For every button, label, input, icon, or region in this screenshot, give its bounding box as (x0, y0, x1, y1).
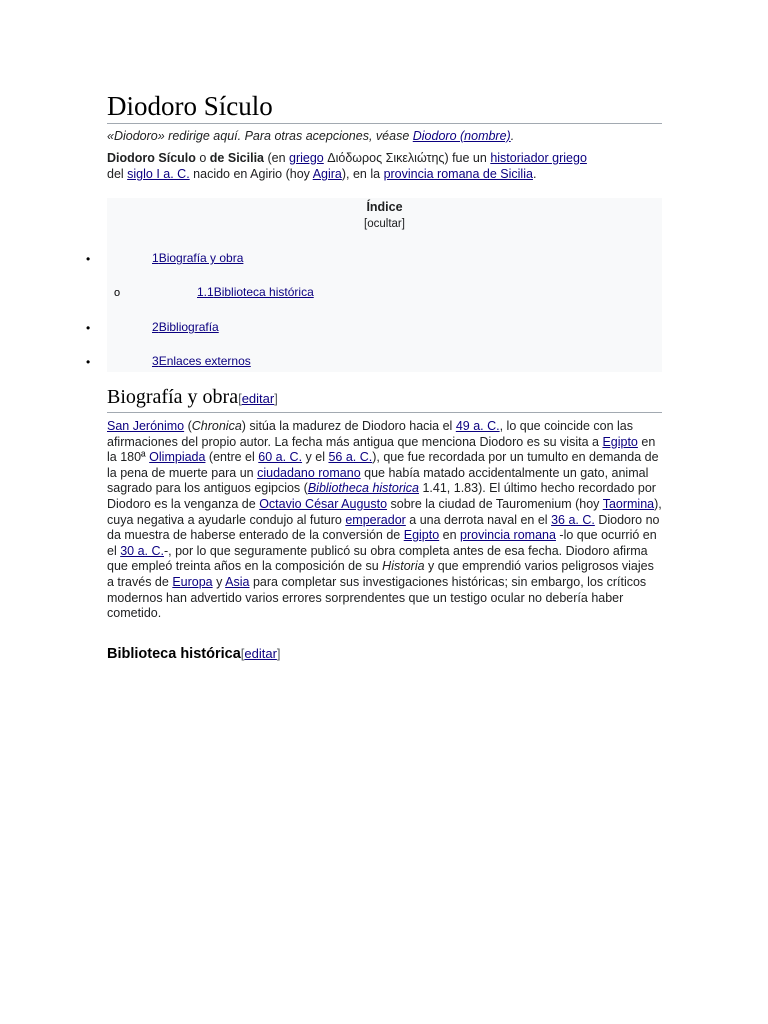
link-historiador-griego[interactable]: historiador griego (490, 151, 587, 165)
para-text: ) sitúa la madurez de Diodoro hacia el (241, 419, 456, 433)
toc-item-biblioteca[interactable] (197, 285, 314, 300)
para-text: sobre la ciudad de Tauromenium (hoy (387, 496, 603, 511)
lead-text: (en (264, 151, 290, 165)
edit-bracket: ] (276, 646, 281, 661)
para-text: y (212, 574, 226, 589)
link-egipto[interactable]: Egipto (602, 434, 638, 449)
toc-title: Índice (366, 200, 403, 214)
toc-item-label: Bibliografía (158, 320, 219, 334)
link-olimpiada[interactable]: Olimpiada (149, 450, 206, 465)
toc-item-label: Biografía y obra (158, 251, 244, 265)
section-heading-biografia (107, 384, 662, 413)
link-agira[interactable]: Agira (312, 167, 342, 181)
toc-item-label: Enlaces externos (158, 354, 251, 368)
lead-text: ), en la (341, 167, 384, 181)
hatnote (107, 128, 662, 144)
link-provincia-romana[interactable]: provincia romana (460, 528, 556, 543)
edit-link[interactable]: editar (244, 646, 277, 661)
toc-item-bibliografia[interactable] (152, 320, 219, 335)
para-text: ), cuya negativa a ayudarle condujo al futuro (107, 496, 662, 527)
lead-paragraph (107, 150, 607, 182)
toc-item-enlaces[interactable] (152, 354, 251, 369)
section-heading-biblioteca (107, 645, 281, 663)
link-san-jeronimo[interactable]: San Jerónimo (107, 419, 185, 433)
toc-item-number: 1 (152, 251, 159, 265)
para-text: ), que fue recordada por un tumulto en demanda de la pena de muerte para un (107, 450, 659, 480)
link-provincia-sicilia[interactable]: provincia romana de Sicilia (383, 167, 533, 181)
link-30-ac[interactable]: 30 a. C. (120, 543, 164, 558)
section-heading-text: Biblioteca histórica (107, 646, 241, 662)
link-emperador[interactable]: emperador (345, 512, 406, 527)
hatnote-link[interactable]: Diodoro (nombre) (412, 129, 511, 143)
lead-text: o (195, 151, 210, 165)
toc-toggle-link[interactable]: [ocultar] (364, 218, 405, 230)
edit-section (241, 646, 281, 661)
toc-item-number: 2 (152, 320, 159, 334)
edit-bracket: [ (240, 646, 245, 661)
para-text: y que emprendió varios peligrosos viajes a través de (107, 559, 654, 589)
para-italic: Chronica (191, 419, 242, 433)
para-text: ( (184, 419, 192, 433)
edit-bracket: [ (238, 391, 242, 406)
toc-toggle (107, 217, 662, 231)
para-text: 1.41, 1.83). El último hecho recordado por Diodoro es la venganza de (107, 481, 656, 511)
page-title: Diodoro Sículo (107, 90, 662, 124)
link-europa[interactable]: Europa (172, 574, 213, 589)
lead-text: . (532, 167, 537, 181)
biografia-paragraph (107, 419, 662, 622)
lead-text: nacido en Agirio (hoy (189, 167, 313, 181)
link-36-ac[interactable]: 36 a. C. (551, 512, 595, 527)
toc-item-number: 1.1 (197, 285, 214, 299)
lead-bold-alt-name: de Sicilia (209, 151, 264, 165)
link-49-ac[interactable]: 49 a. C. (455, 419, 500, 433)
edit-section (238, 391, 278, 406)
para-text: (entre el (205, 450, 259, 465)
para-text: -, por lo que seguramente publicó su obra completa antes de esa fecha. Diodoro afirma que empleó treinta años en la composición de su (107, 543, 648, 574)
toc-bullet-icon: • (86, 252, 91, 266)
link-siglo-i[interactable]: siglo I a. C. (127, 167, 190, 181)
toc-bullet-icon: • (86, 355, 91, 369)
link-bibliotheca-historica[interactable]: Bibliotheca historica (307, 481, 419, 496)
link-56-ac[interactable]: 56 a. C. (328, 450, 373, 465)
toc-item-number: 3 (152, 354, 159, 368)
toc-bullet-icon: • (86, 321, 91, 335)
para-text: a una derrota naval en el (405, 512, 552, 527)
link-60-ac[interactable]: 60 a. C. (258, 450, 303, 465)
toc-item-biografia[interactable] (152, 251, 243, 266)
para-text: Diodoro no da muestra de haberse enterado de la conversión de (107, 512, 660, 543)
para-text: que había matado accidentalmente un gato, animal sagrado para los antiguos egipcios ( (107, 465, 649, 496)
edit-link[interactable]: editar (241, 391, 275, 406)
section-heading-text: Biografía y obra (107, 386, 239, 408)
para-text: en la 180ª (107, 434, 656, 465)
lead-text: del (107, 167, 128, 181)
para-text: -lo que ocurrió en el (107, 528, 657, 558)
edit-bracket: ] (274, 391, 278, 406)
lead-bold-name: Diodoro Sículo (107, 151, 196, 165)
link-ciudadano-romano[interactable]: ciudadano romano (257, 465, 361, 480)
toc-sub-bullet-icon: o (114, 287, 121, 299)
table-of-contents (107, 198, 662, 372)
link-egipto-2[interactable]: Egipto (403, 528, 440, 543)
para-text: , lo que coincide con las afirmaciones del propio autor. La fecha más antigua que menciona Diodoro es su visita a (107, 419, 634, 449)
para-text: y el (302, 450, 329, 465)
hatnote-text: «Diodoro» redirige aquí. Para otras acepciones, véase (107, 129, 413, 143)
hatnote-suffix: . (510, 129, 515, 143)
link-taormina[interactable]: Taormina (602, 496, 655, 511)
link-octavio-augusto[interactable]: Octavio César Augusto (259, 496, 388, 511)
para-text: en (439, 528, 461, 543)
para-text: para completar sus investigaciones históricas; sin embargo, los críticos modernos han advertido varios errores sorprendentes que un testigo ocular no debería haber cometido. (107, 574, 647, 621)
lead-text: Διόδωρος Σικελιώτης) fue un (323, 151, 491, 165)
link-griego[interactable]: griego (289, 151, 324, 165)
article-header (107, 90, 662, 182)
para-italic: Historia (382, 559, 425, 574)
link-asia[interactable]: Asia (225, 574, 250, 589)
toc-item-label: Biblioteca histórica (213, 285, 314, 299)
